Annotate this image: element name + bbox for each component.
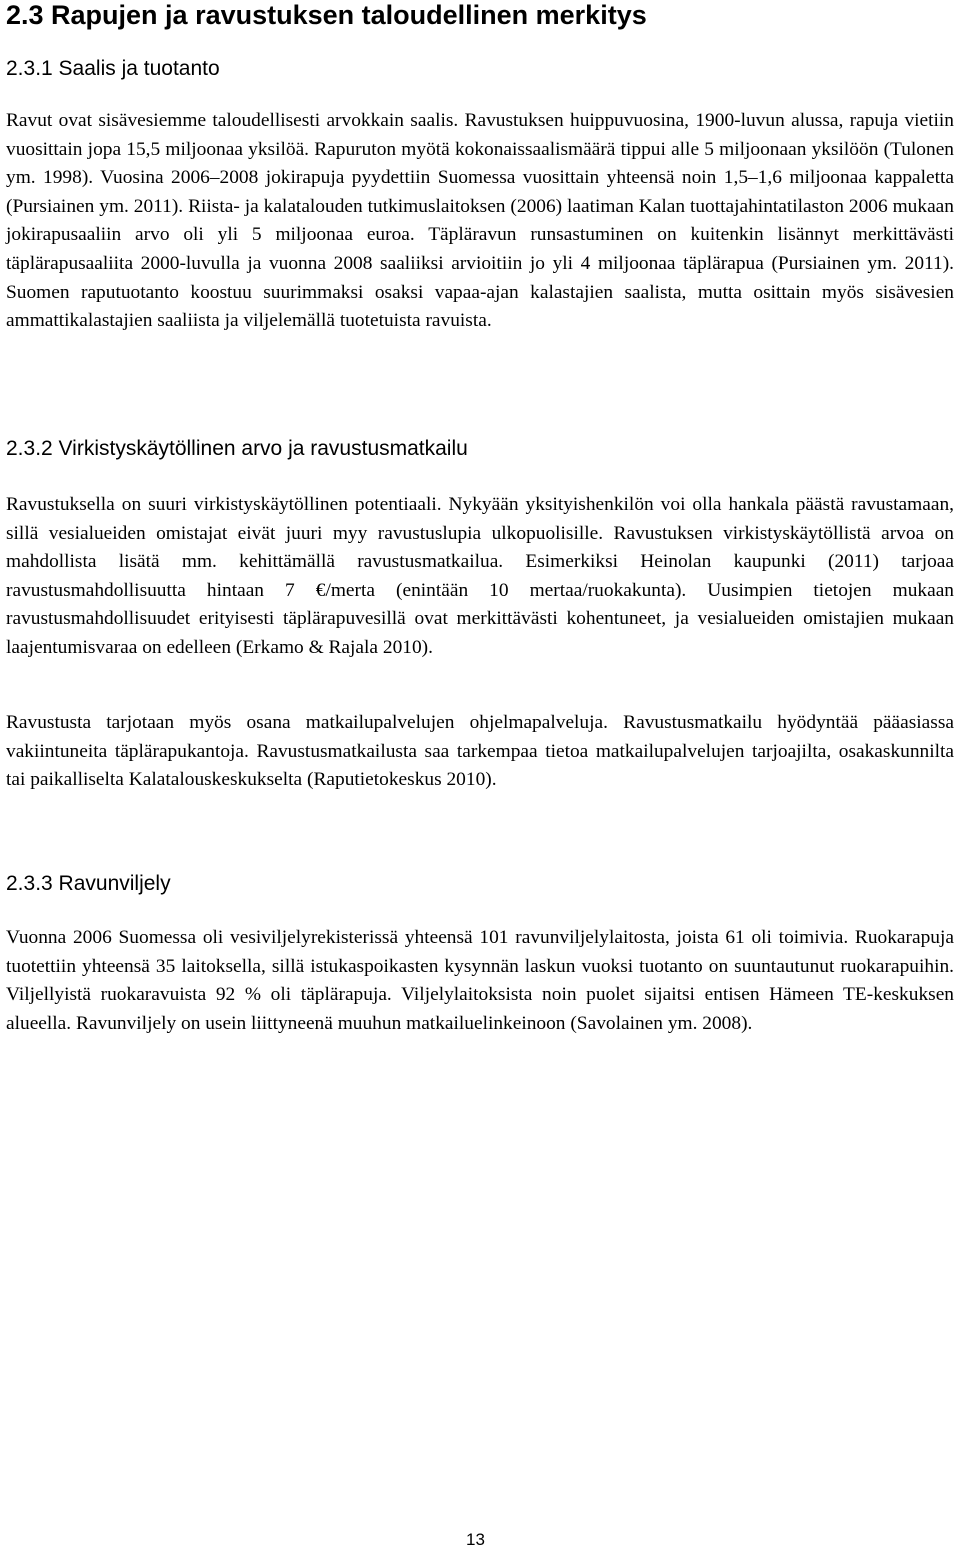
section-heading: 2.3 Rapujen ja ravustuksen taloudellinen merkitys [6,0,647,30]
paragraph-virkistys-1: Ravustuksella on suuri virkistyskäytöllinen potentiaali. Nykyään yksityishenkilön voi olla hankala päästä ravustamaan, sillä vesialueiden omistajat eivät juuri myy ravustuslupia ulkopuolisille. Ravustuksen virkistyskäytöllistä arvoa on mahdollista lisätä mm. kehittämällä ravustusmatkailua. Esimerkiksi Heinolan kaupunki (2011) tarjoaa ravustusmahdollisuutta hintaan 7 €/merta (enintään 10 mertaa/ruokakunta). Uusimpien tietojen mukaan ravustusmahdollisuudet erityisesti täplärapuvesillä ovat merkittävästi kohentuneet, ja vesialueiden omistajien mukaan laajentumisvaraa on edelleen (Erkamo & Rajala 2010). [6,494,954,658]
paragraph-saalis: Ravut ovat sisävesiemme taloudellisesti arvokkain saalis. Ravustuksen huippuvuosina, 1900-luvun alussa, rapuja vietiin vuosittain jopa 15,5 miljoonaa yksilöä. Rapuruton myötä kokonaissaalismäärä tippui alle 5 miljoonaan yksilöön (Tulonen ym. 1998). Vuosina 2006–2008 jokirapuja pyydettiin Suomessa vuosittain yhteensä noin 1,5–1,6 miljoonaa kappaletta (Pursiainen ym. 2011). Riista- ja kalatalouden tutkimuslaitoksen (2006) laatiman Kalan tuottajahintatilaston 2006 mukaan jokirapusaaliin arvo oli yli 5 miljoonaa euroa. Täpläravun runsastuminen on kuitenkin lisännyt merkittävästi täplärapusaaliita 2000-luvulla ja vuonna 2008 saaliiksi arvioitiin jo yli 4 miljoonaa täplärapua (Pursiainen ym. 2011). Suomen raputuotanto koostuu suurimmaksi osaksi vapaa-ajan kalastajien saalista, mutta osittain myös sisävesien ammattikalastajien saaliista ja viljelemällä tuotetuista ravuista. [6,110,954,332]
subsection-heading-1: 2.3.1 Saalis ja tuotanto [6,57,220,80]
paragraph-virkistys-2: Ravustusta tarjotaan myös osana matkailupalvelujen ohjelmapalveluja. Ravustusmatkailu hyödyntää pääasiassa vakiintuneita täplärapukantoja. Ravustusmatkailusta saa tarkempaa tietoa matkailupalvelujen tarjoajilta, osakaskunnilta tai paikalliselta Kalatalouskeskukselta (Raputietokeskus 2010). [6,712,954,791]
paragraph-ravunviljely: Vuonna 2006 Suomessa oli vesiviljelyrekisterissä yhteensä 101 ravunviljelylaitosta, joista 61 oli toimivia. Ruokarapuja tuotettiin yhteensä 35 laitoksella, sillä istukaspoikasten kysynnän laskun vuoksi tuotanto on suuntautunut ruokarapuihin. Viljellyistä ruokaravuista 92 % oli täplärapuja. Viljelylaitoksista noin puolet sijaitsi entisen Hämeen TE-keskuksen alueella. Ravunviljely on usein liittyneenä muuhun matkailuelinkeinoon (Savolainen ym. 2008). [6,927,954,1034]
subsection-heading-2: 2.3.2 Virkistyskäytöllinen arvo ja ravustusmatkailu [6,437,468,460]
subsection-heading-3: 2.3.3 Ravunviljely [6,872,171,895]
page-number: 13 [466,1530,485,1549]
